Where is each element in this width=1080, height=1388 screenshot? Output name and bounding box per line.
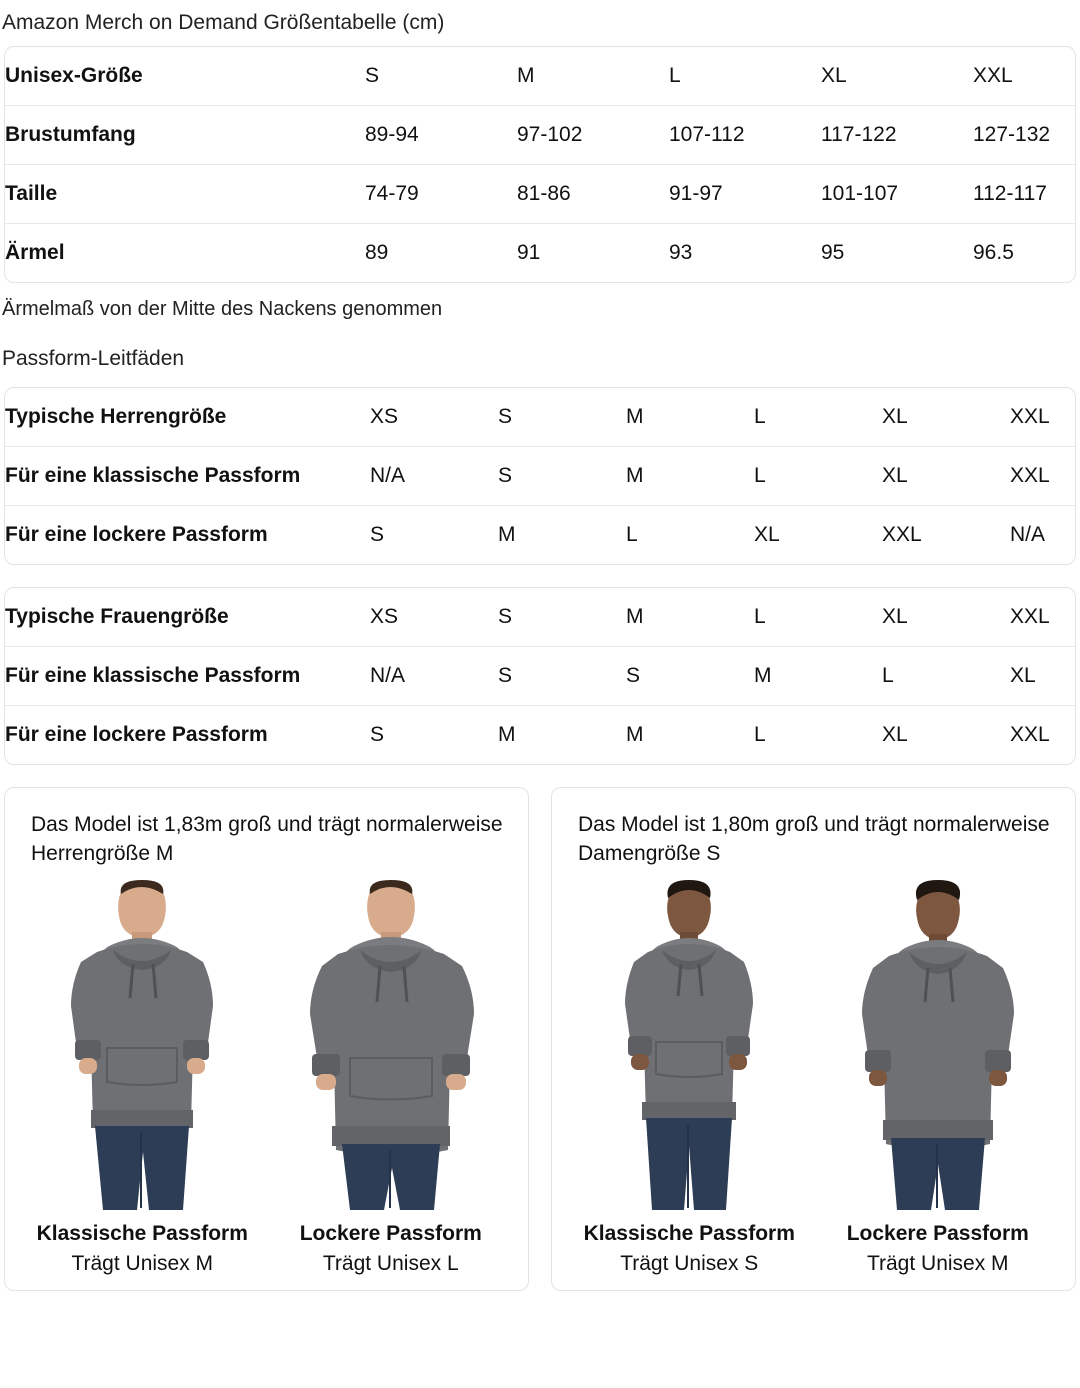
model-figure-relaxed — [272, 880, 511, 1276]
row-label: Für eine klassische Passform — [5, 446, 370, 505]
size-chart-table — [5, 47, 1076, 282]
cell: 89-94 — [365, 106, 517, 165]
mens-fit-table-wrapper — [4, 387, 1076, 565]
cell: 91-97 — [669, 165, 821, 224]
size-chart-table-wrapper — [4, 46, 1076, 283]
cell: L — [669, 47, 821, 106]
cell: 97-102 — [517, 106, 669, 165]
row-label: Taille — [5, 165, 365, 224]
cell: 89 — [365, 241, 389, 265]
wears-label: Trägt Unisex S — [620, 1251, 759, 1275]
cell: M — [498, 722, 516, 746]
cell: M — [517, 47, 669, 106]
row-label: Brustumfang — [5, 106, 365, 165]
table-row — [5, 47, 1076, 106]
cell: XXL — [1010, 722, 1050, 746]
table-row — [5, 106, 1076, 165]
cell: N/A — [370, 646, 498, 705]
mens-fit-table — [5, 388, 1076, 564]
wears-label: Trägt Unisex M — [866, 1251, 1009, 1275]
sleeve-measure-note: Ärmelmaß von der Mitte des Nackens genommen — [2, 298, 443, 321]
female-classic-hoodie-image — [570, 880, 809, 1210]
model-cards — [4, 787, 1076, 1291]
fit-label: Lockere Passform — [846, 1221, 1029, 1245]
cell: 74-79 — [365, 165, 517, 224]
model-figures — [570, 880, 1057, 1276]
row-label: Für eine klassische Passform — [5, 646, 370, 705]
cell: S — [365, 47, 517, 106]
cell: S — [370, 722, 385, 746]
model-figure-classic — [570, 880, 809, 1276]
cell: S — [498, 388, 626, 447]
wears-label: Trägt Unisex M — [71, 1251, 214, 1275]
cell: S — [498, 446, 626, 505]
fit-label: Klassische Passform — [583, 1221, 795, 1245]
model-card-women — [551, 787, 1076, 1291]
cell: L — [754, 722, 766, 746]
male-classic-hoodie-image — [23, 880, 262, 1210]
cell: M — [498, 522, 516, 546]
model-figure-classic — [23, 880, 262, 1276]
cell: 96.5 — [973, 241, 1014, 265]
cell: S — [498, 588, 626, 647]
cell: 93 — [669, 241, 693, 265]
table-row — [5, 224, 1076, 283]
cell: M — [626, 722, 644, 746]
cell: L — [754, 446, 882, 505]
cell: M — [626, 446, 754, 505]
page-title: Amazon Merch on Demand Größentabelle (cm) — [2, 11, 445, 34]
cell: XL — [754, 522, 780, 546]
table-row — [5, 165, 1076, 224]
cell: XXL — [1010, 588, 1076, 647]
cell: 127-132 — [973, 106, 1076, 165]
male-relaxed-hoodie-image — [272, 880, 511, 1210]
cell: XL — [882, 722, 908, 746]
cell: XXL — [882, 522, 922, 546]
cell: S — [626, 646, 754, 705]
table-row — [5, 646, 1076, 705]
row-label: Ärmel — [5, 241, 65, 265]
fit-guides-title: Passform-Leitfäden — [2, 347, 185, 371]
cell: L — [754, 388, 882, 447]
wears-label: Trägt Unisex L — [322, 1251, 459, 1275]
cell: S — [498, 646, 626, 705]
cell: 107-112 — [669, 106, 821, 165]
model-figures — [23, 880, 510, 1276]
cell: L — [882, 646, 1010, 705]
fit-label: Lockere Passform — [299, 1221, 482, 1245]
cell: 117-122 — [821, 106, 973, 165]
model-card-title: Das Model ist 1,83m groß und trägt normalerweise Herrengröße M — [31, 812, 503, 866]
cell: XL — [1010, 646, 1076, 705]
table-row — [5, 705, 1076, 764]
cell: L — [626, 522, 638, 546]
table-row — [5, 588, 1076, 647]
cell: XXL — [1010, 446, 1076, 505]
cell: XS — [370, 388, 498, 447]
table-row — [5, 388, 1076, 447]
row-label: Für eine lockere Passform — [5, 522, 268, 546]
cell: XXL — [973, 47, 1076, 106]
cell: XL — [882, 446, 1010, 505]
cell: M — [626, 588, 754, 647]
womens-fit-table — [5, 588, 1076, 764]
cell: L — [754, 588, 882, 647]
model-card-title: Das Model ist 1,80m groß und trägt normalerweise Damengröße S — [578, 812, 1050, 866]
cell: XL — [882, 388, 1010, 447]
womens-fit-table-wrapper — [4, 587, 1076, 765]
cell: 81-86 — [517, 165, 669, 224]
cell: N/A — [1010, 522, 1046, 546]
model-figure-relaxed — [819, 880, 1058, 1276]
cell: 95 — [821, 241, 845, 265]
cell: 101-107 — [821, 165, 973, 224]
cell: XL — [882, 588, 1010, 647]
cell: XL — [821, 47, 973, 106]
row-label: Unisex-Größe — [5, 47, 365, 106]
row-label: Für eine lockere Passform — [5, 722, 268, 746]
table-row — [5, 446, 1076, 505]
fit-label: Klassische Passform — [36, 1221, 248, 1245]
cell: XS — [370, 588, 498, 647]
cell: M — [754, 646, 882, 705]
row-label: Typische Herrengröße — [5, 388, 370, 447]
cell: S — [370, 522, 385, 546]
cell: M — [626, 388, 754, 447]
cell: 91 — [517, 241, 541, 265]
cell: N/A — [370, 446, 498, 505]
table-row — [5, 505, 1076, 564]
row-label: Typische Frauengröße — [5, 588, 370, 647]
cell: XXL — [1010, 388, 1076, 447]
model-card-men — [4, 787, 529, 1291]
female-relaxed-hoodie-image — [819, 880, 1058, 1210]
cell: 112-117 — [973, 165, 1076, 224]
